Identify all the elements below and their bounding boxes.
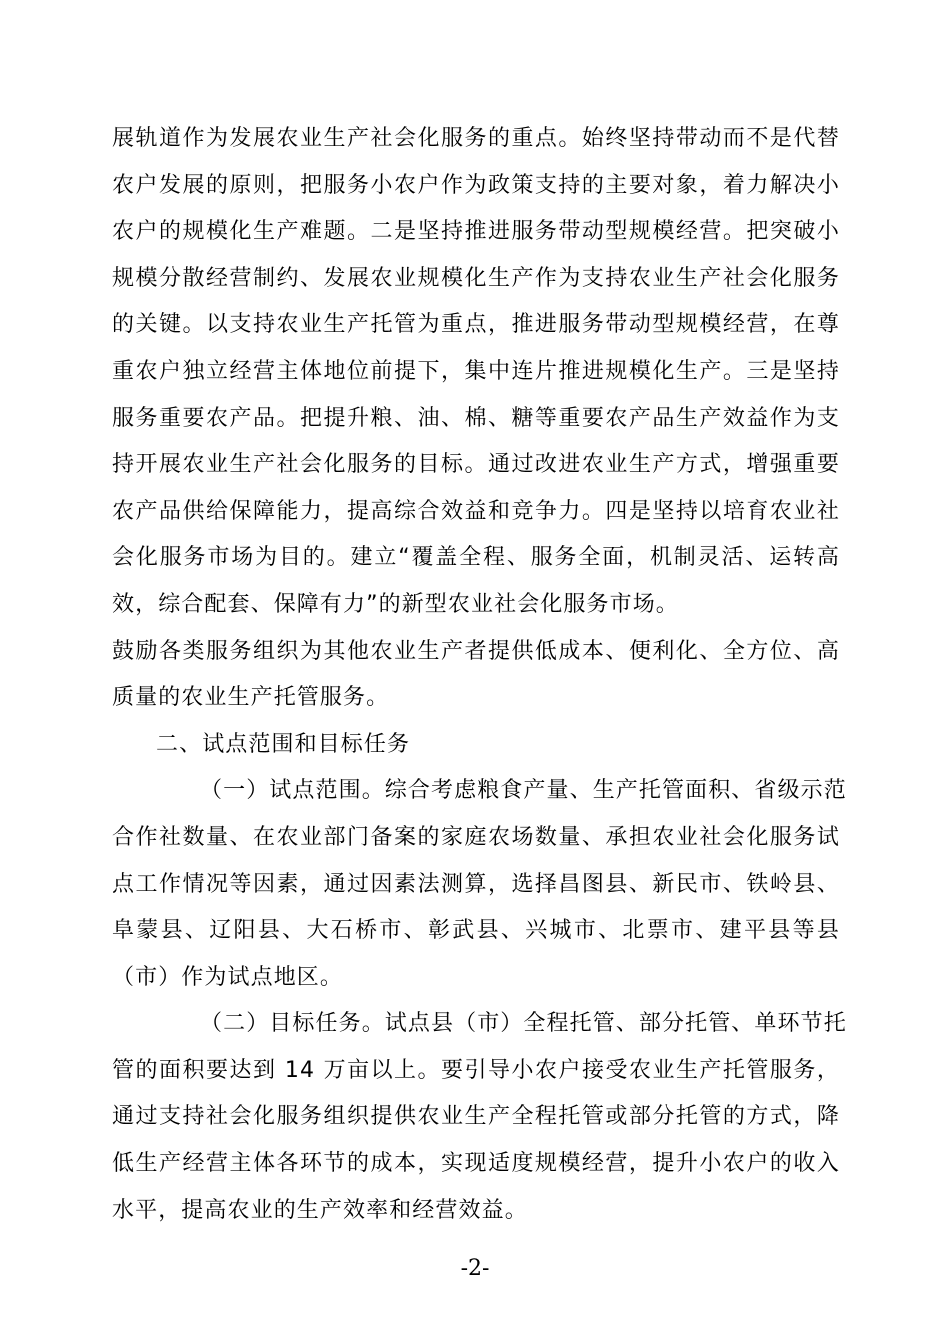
text-line: 重农户独立经营主体地位前提下，集中连片推进规模化生产。三是坚持 bbox=[112, 358, 840, 384]
text-line: 低生产经营主体各环节的成本，实现适度规模经营，提升小农户的收入 bbox=[112, 1151, 840, 1177]
text-line: 质量的农业生产托管服务。 bbox=[112, 685, 390, 711]
text-line: 管的面积要达到 14 万亩以上。要引导小农户接受农业生产托管服务， bbox=[112, 1057, 840, 1083]
text-line: 农产品供给保障能力，提高综合效益和竞争力。四是坚持以培育农业社 bbox=[112, 498, 840, 524]
text-line: 农户的规模化生产难题。二是坚持推进服务带动型规模经营。把突破小 bbox=[112, 219, 840, 245]
text-line: （一）试点范围。综合考虑粮食产量、生产托管面积、省级示范 bbox=[200, 778, 847, 804]
text-line: 点工作情况等因素，通过因素法测算，选择昌图县、新民市、铁岭县、 bbox=[112, 871, 840, 897]
text-line: （市）作为试点地区。 bbox=[112, 964, 344, 990]
text-line: 效，综合配套、保障有力”的新型农业社会化服务市场。 bbox=[112, 591, 679, 617]
text-line: 会化服务市场为目的。建立“覆盖全程、服务全面，机制灵活、运转高 bbox=[112, 545, 840, 571]
text-line: 持开展农业生产社会化服务的目标。通过改进农业生产方式，增强重要 bbox=[112, 452, 840, 478]
body-text bbox=[112, 126, 847, 1246]
text-line: 阜蒙县、辽阳县、大石桥市、彰武县、兴城市、北票市、建平县等县 bbox=[112, 918, 840, 944]
text-line: 服务重要农产品。把提升粮、油、棉、糖等重要农产品生产效益作为支 bbox=[112, 405, 840, 431]
text-line: （二）目标任务。试点县（市）全程托管、部分托管、单环节托 bbox=[200, 1011, 847, 1037]
text-line: 的关键。以支持农业生产托管为重点，推进服务带动型规模经营，在尊 bbox=[112, 312, 840, 338]
page-number: -2- bbox=[460, 1256, 490, 1281]
text-line: 农户发展的原则，把服务小农户作为政策支持的主要对象，着力解决小 bbox=[112, 172, 840, 198]
text-line: 规模分散经营制约、发展农业规模化生产作为支持农业生产社会化服务 bbox=[112, 265, 840, 291]
text-line: 展轨道作为发展农业生产社会化服务的重点。始终坚持带动而不是代替 bbox=[112, 126, 840, 151]
text-line: 水平，提高农业的生产效率和经营效益。 bbox=[112, 1197, 528, 1223]
text-line: 合作社数量、在农业部门备案的家庭农场数量、承担农业社会化服务试 bbox=[112, 824, 840, 850]
text-line: 鼓励各类服务组织为其他农业生产者提供低成本、便利化、全方位、高 bbox=[112, 638, 840, 664]
text-line: 通过支持社会化服务组织提供农业生产全程托管或部分托管的方式，降 bbox=[112, 1104, 840, 1130]
section-heading: 二、试点范围和目标任务 bbox=[156, 731, 411, 757]
